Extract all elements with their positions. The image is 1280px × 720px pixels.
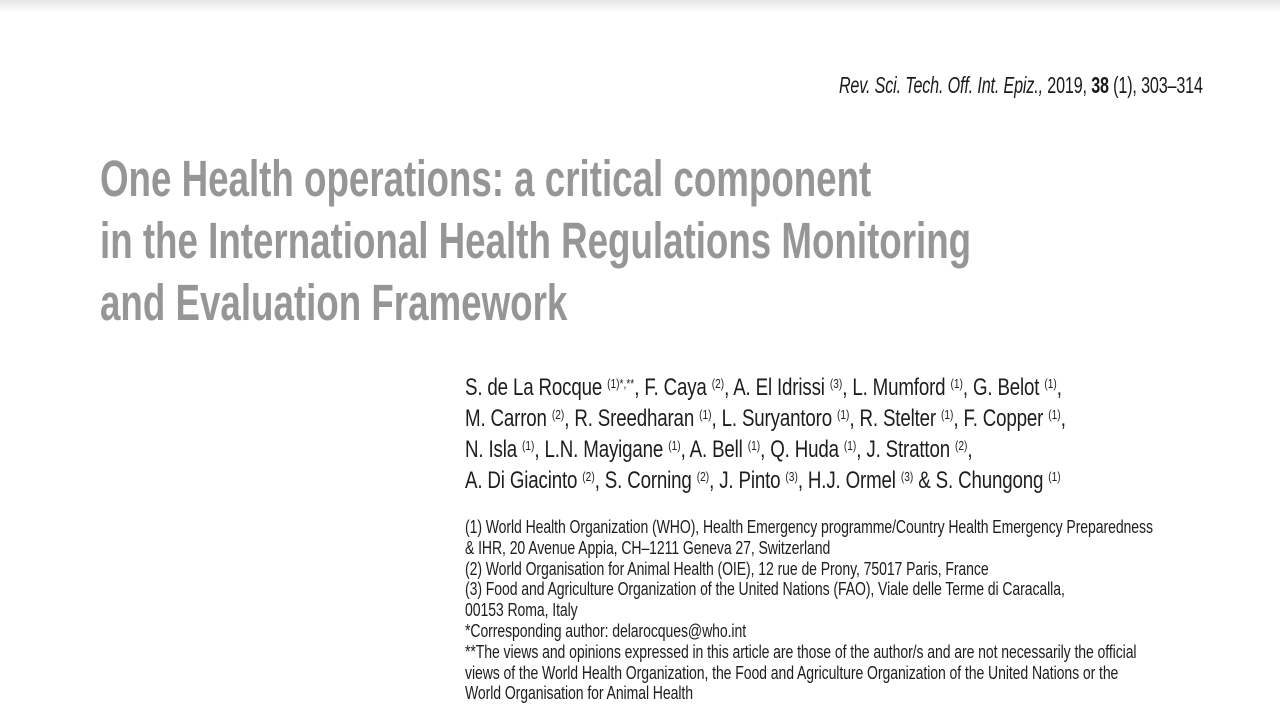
author-line (465, 403, 1066, 434)
author-name: , (967, 436, 973, 463)
author-line (465, 372, 1066, 403)
author-superscript: (1) (950, 376, 963, 391)
title-line-1: One Health operations: a critical component (100, 150, 872, 207)
author-superscript: (1) (1048, 407, 1061, 422)
author-name: S. de La Rocque (465, 374, 608, 401)
affiliation-line: (1) World Health Organization (WHO), Health Emergency programme/Country Health Emergency Preparedness (465, 517, 1153, 537)
author-superscript: (2) (551, 407, 565, 422)
author-superscript: (1) (668, 438, 681, 453)
author-name: , G. Belot (962, 374, 1045, 401)
author-name: , R. Sreedharan (564, 405, 700, 432)
author-line (465, 434, 1066, 465)
affiliation-line: *Corresponding author: delarocques@who.int (465, 620, 747, 641)
authors-block (465, 372, 1066, 496)
author-superscript: (1) (941, 407, 954, 422)
author-superscript: (3) (900, 469, 914, 484)
journal-year: 2019, (1043, 72, 1092, 98)
author-name: & S. Chungong (913, 467, 1049, 494)
author-superscript: (3) (829, 376, 843, 391)
affiliation-line: **The views and opinions expressed in this article are those of the author/s and are not necessarily the official (465, 641, 1137, 662)
page-top-shadow (0, 0, 1280, 13)
journal-issue-pages: (1), 303–314 (1109, 72, 1203, 98)
affiliation-line: views of the World Health Organization, the Food and Agriculture Organization of the United Nations or the (465, 662, 1119, 683)
author-superscript: (2) (711, 376, 725, 391)
affiliation-line: 00153 Roma, Italy (465, 600, 578, 621)
author-superscript: (2) (696, 469, 710, 484)
author-superscript: (2) (582, 469, 595, 484)
author-name: , R. Stelter (849, 405, 942, 432)
author-name: , J. Pinto (709, 467, 786, 494)
author-name: , F. Copper (953, 405, 1049, 432)
author-superscript: (1) (843, 438, 857, 453)
author-name: , (1056, 374, 1062, 401)
title-line-3: and Evaluation Framework (100, 274, 568, 331)
journal-reference (839, 71, 1203, 99)
journal-volume: 38 (1091, 72, 1110, 98)
author-superscript: (1) (747, 438, 761, 453)
author-superscript: (1) (699, 407, 712, 422)
author-name: , (1060, 405, 1066, 432)
author-superscript: (1) (1048, 469, 1061, 484)
affiliation-line: (3) Food and Agriculture Organization of the United Nations (FAO), Viale delle Terme di Caracalla, (465, 579, 1065, 600)
author-name: , L. Mumford (842, 374, 951, 401)
affiliation-line: (2) World Organisation for Animal Health (OIE), 12 rue de Prony, 75017 Paris, France (465, 558, 989, 579)
author-superscript: (1) (522, 438, 535, 453)
author-name: A. Di Giacinto (465, 467, 583, 494)
author-name: , H.J. Ormel (797, 467, 901, 494)
journal-name: Rev. Sci. Tech. Off. Int. Epiz., (839, 72, 1044, 98)
author-superscript: (1) (837, 407, 850, 422)
affiliation-line: World Organisation for Animal Health (465, 683, 693, 704)
author-name: , J. Stratton (856, 436, 956, 463)
author-name: N. Isla (465, 436, 523, 463)
affiliation-line: & IHR, 20 Avenue Appia, CH–1211 Geneva 27, Switzerland (465, 537, 831, 558)
author-superscript: (1)*,** (607, 376, 635, 391)
author-name: , L. Suryantoro (711, 405, 838, 432)
author-superscript: (2) (955, 438, 968, 453)
title-line-2: in the International Health Regulations Monitoring (100, 212, 972, 269)
author-name: , A. El Idrissi (724, 374, 830, 401)
author-superscript: (3) (785, 469, 798, 484)
author-name: , Q. Huda (760, 436, 844, 463)
paper-title (100, 148, 971, 334)
affiliations-block (465, 517, 1153, 704)
author-name: , S. Corning (594, 467, 697, 494)
author-name: , A. Bell (680, 436, 748, 463)
author-superscript: (1) (1044, 376, 1057, 391)
author-name: M. Carron (465, 405, 552, 432)
author-line (465, 465, 1066, 496)
author-name: , F. Caya (634, 374, 712, 401)
author-name: , L.N. Mayigane (534, 436, 669, 463)
